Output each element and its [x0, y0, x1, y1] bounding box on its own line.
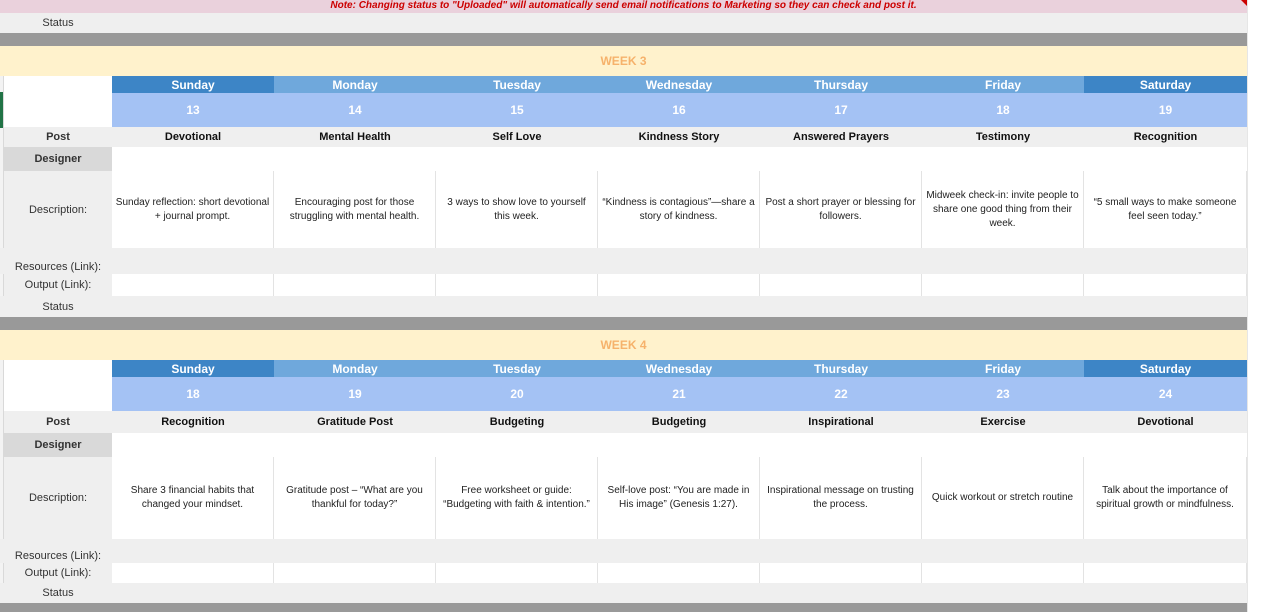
week-4-designer-row [0, 433, 1263, 457]
day-name[interactable]: Wednesday [598, 76, 760, 93]
week-4-header [0, 330, 1263, 360]
week-3-header [0, 46, 1263, 76]
day-name[interactable]: Monday [274, 76, 436, 93]
date-cell[interactable]: 23 [922, 377, 1084, 411]
date-cell[interactable]: 13 [112, 93, 274, 127]
date-cell[interactable]: 22 [760, 377, 922, 411]
output-cell[interactable] [760, 274, 922, 296]
output-cell[interactable] [274, 563, 436, 583]
empty-column [1247, 0, 1263, 612]
week-4-status-row [0, 583, 1263, 603]
output-cell[interactable] [598, 563, 760, 583]
description-label: Description: [4, 171, 112, 248]
post-topic[interactable]: Budgeting [598, 411, 760, 433]
week-3-description-row [0, 171, 1263, 248]
post-topic[interactable]: Recognition [1084, 127, 1247, 147]
post-topic[interactable]: Devotional [1084, 411, 1247, 433]
day-name[interactable]: Sunday [112, 76, 274, 93]
date-cell[interactable]: 19 [1084, 93, 1247, 127]
day-name[interactable]: Sunday [112, 360, 274, 377]
output-cell[interactable] [598, 274, 760, 296]
day-name[interactable]: Tuesday [436, 76, 598, 93]
day-name[interactable]: Friday [922, 360, 1084, 377]
output-cell[interactable] [922, 274, 1084, 296]
day-name[interactable]: Saturday [1084, 360, 1247, 377]
post-topic[interactable]: Exercise [922, 411, 1084, 433]
description-cell[interactable]: Gratitude post – “What are you thankful for today?” [274, 457, 436, 539]
output-label: Output (Link): [4, 274, 112, 296]
description-cell[interactable]: Self-love post: “You are made in His image” (Genesis 1:27). [598, 457, 760, 539]
status-label: Status [42, 17, 74, 29]
date-cell[interactable]: 16 [598, 93, 760, 127]
week-4-dates [0, 377, 1263, 411]
output-cell[interactable] [1084, 563, 1247, 583]
week-separator [0, 603, 1263, 612]
post-topic[interactable]: Recognition [112, 411, 274, 433]
day-name[interactable]: Friday [922, 76, 1084, 93]
post-topic[interactable]: Kindness Story [598, 127, 760, 147]
description-cell[interactable]: Encouraging post for those struggling with mental health. [274, 171, 436, 248]
designer-label: Designer [4, 147, 112, 171]
description-cell[interactable]: Sunday reflection: short devotional + journal prompt. [112, 171, 274, 248]
description-cell[interactable]: Free worksheet or guide: “Budgeting with faith & intention.” [436, 457, 598, 539]
output-cell[interactable] [112, 274, 274, 296]
date-cell[interactable]: 20 [436, 377, 598, 411]
output-cell[interactable] [112, 563, 274, 583]
post-topic[interactable]: Mental Health [274, 127, 436, 147]
date-cell[interactable]: 19 [274, 377, 436, 411]
post-label: Post [4, 411, 112, 433]
output-cell[interactable] [436, 563, 598, 583]
week-4-day-names [0, 360, 1263, 377]
status-label: Status [42, 300, 74, 313]
description-cell[interactable]: Share 3 financial habits that changed your mindset. [112, 457, 274, 539]
output-label: Output (Link): [4, 563, 112, 583]
week-separator [0, 317, 1263, 330]
week-4-resources-row [0, 539, 1263, 563]
status-label: Status [42, 587, 74, 599]
week-4-post-row [0, 411, 1263, 433]
week-separator [0, 33, 1263, 46]
week-3-output-row [0, 274, 1263, 296]
week-3-status-row [0, 296, 1263, 317]
post-topic[interactable]: Budgeting [436, 411, 598, 433]
description-cell[interactable]: “Kindness is contagious”—share a story of kindness. [598, 171, 760, 248]
description-cell[interactable]: Inspirational message on trusting the process. [760, 457, 922, 539]
description-cell[interactable]: 3 ways to show love to yourself this week. [436, 171, 598, 248]
resources-label: Resources (Link): [14, 550, 102, 562]
output-cell[interactable] [436, 274, 598, 296]
date-cell[interactable]: 18 [922, 93, 1084, 127]
date-cell[interactable]: 14 [274, 93, 436, 127]
day-name[interactable]: Monday [274, 360, 436, 377]
description-cell[interactable]: Quick workout or stretch routine [922, 457, 1084, 539]
description-cell[interactable]: Talk about the importance of spiritual growth or mindfulness. [1084, 457, 1247, 539]
note-banner [0, 0, 1263, 13]
week-3-resources-row [0, 248, 1263, 274]
post-topic[interactable]: Devotional [112, 127, 274, 147]
week-4-description-row [0, 457, 1263, 539]
post-topic[interactable]: Gratitude Post [274, 411, 436, 433]
week-4-output-row [0, 563, 1263, 583]
week-3-dates [0, 93, 1263, 127]
description-label: Description: [4, 457, 112, 539]
description-cell[interactable]: “5 small ways to make someone feel seen today.” [1084, 171, 1247, 248]
week-3-day-names [0, 76, 1263, 93]
description-cell[interactable]: Post a short prayer or blessing for followers. [760, 171, 922, 248]
date-cell[interactable]: 21 [598, 377, 760, 411]
week-3-post-row [0, 127, 1263, 147]
description-cell[interactable]: Midweek check-in: invite people to share one good thing from their week. [922, 171, 1084, 248]
post-topic[interactable]: Self Love [436, 127, 598, 147]
week-4-title: WEEK 4 [600, 338, 647, 352]
date-cell[interactable]: 18 [112, 377, 274, 411]
post-topic[interactable]: Inspirational [760, 411, 922, 433]
output-cell[interactable] [922, 563, 1084, 583]
note-text: Note: Changing status to "Uploaded" will automatically send email notifications to Marketing so they can check and post it. [330, 0, 917, 11]
day-name[interactable]: Thursday [760, 76, 922, 93]
status-row-prev [0, 13, 1263, 33]
date-cell[interactable]: 17 [760, 93, 922, 127]
post-label: Post [4, 127, 112, 147]
week-3-title: WEEK 3 [600, 54, 647, 68]
week-3-designer-row [0, 147, 1263, 171]
output-cell[interactable] [760, 563, 922, 583]
post-topic[interactable]: Answered Prayers [760, 127, 922, 147]
date-cell[interactable]: 24 [1084, 377, 1247, 411]
output-cell[interactable] [1084, 274, 1247, 296]
day-name[interactable]: Thursday [760, 360, 922, 377]
day-name[interactable]: Wednesday [598, 360, 760, 377]
day-name[interactable]: Tuesday [436, 360, 598, 377]
output-cell[interactable] [274, 274, 436, 296]
post-topic[interactable]: Testimony [922, 127, 1084, 147]
designer-label: Designer [4, 433, 112, 457]
date-cell[interactable]: 15 [436, 93, 598, 127]
day-name[interactable]: Saturday [1084, 76, 1247, 93]
resources-label: Resources (Link): [14, 261, 102, 273]
